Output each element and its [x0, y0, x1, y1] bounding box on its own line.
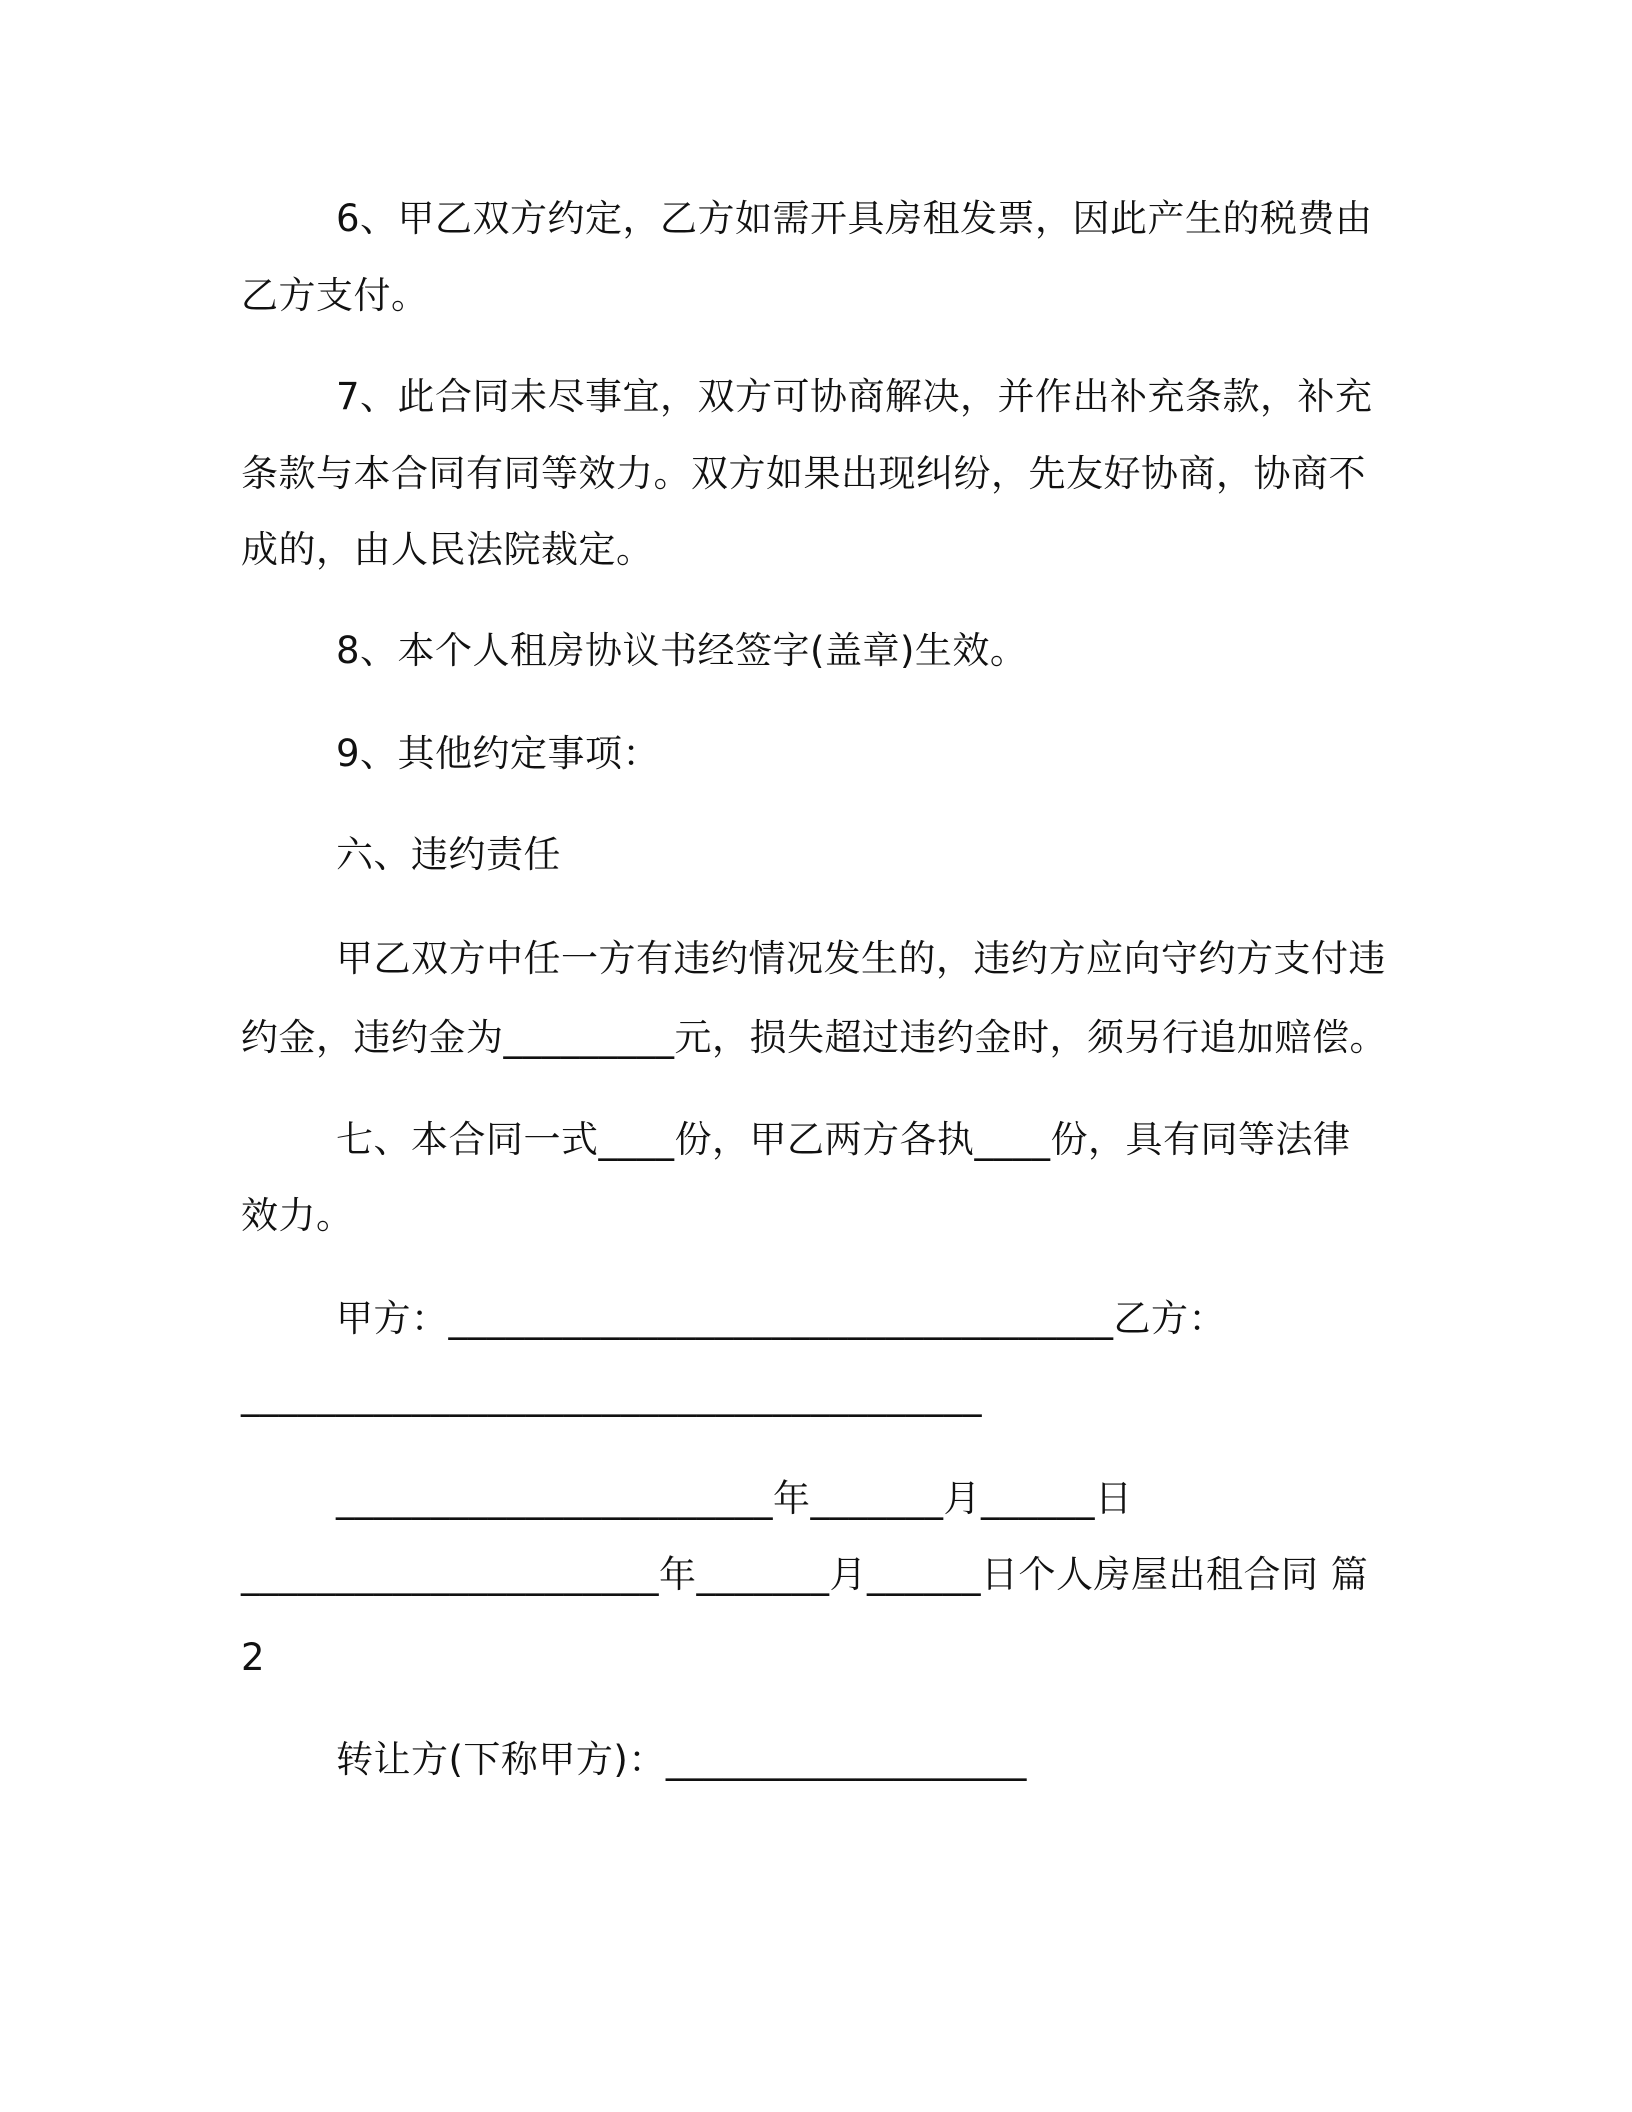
date-line-2: ______________________年_______月______日个人房屋出租合同 篇 — [241, 1553, 1369, 1596]
clause-6-line-2: 乙方支付。 — [241, 274, 429, 317]
breach-line-1: 甲乙双方中任一方有违约情况发生的，违约方应向守约方支付违 — [336, 937, 1386, 980]
section-seven-line-2: 效力。 — [241, 1194, 354, 1237]
section-number-line: 2 — [241, 1636, 266, 1679]
clause-6-line-1: 6、甲乙双方约定，乙方如需开具房租发票，因此产生的税费由 — [336, 197, 1373, 240]
party-b-blank-line: _______________________________________ — [241, 1374, 982, 1417]
section-seven-line-1: 七、本合同一式____份，甲乙两方各执____份，具有同等法律 — [336, 1118, 1351, 1161]
transferor-line: 转让方(下称甲方)：___________________ — [336, 1738, 1027, 1781]
clause-7-line-1: 7、此合同未尽事宜，双方可协商解决，并作出补充条款，补充 — [336, 375, 1373, 418]
clause-7-line-2: 条款与本合同有同等效力。双方如果出现纠纷，先友好协商，协商不 — [241, 452, 1366, 495]
breach-line-2: 约金，违约金为_________元，损失超过违约金时，须另行追加赔偿。 — [241, 1016, 1387, 1059]
clause-9-line: 9、其他约定事项： — [336, 732, 661, 775]
party-signature-line: 甲方：___________________________________乙方： — [336, 1297, 1226, 1340]
section-six-heading: 六、违约责任 — [336, 833, 561, 876]
clause-7-line-3: 成的，由人民法院裁定。 — [241, 528, 654, 571]
date-line-1: _______________________年_______月______日 — [336, 1477, 1133, 1520]
clause-8-line: 8、本个人租房协议书经签字(盖章)生效。 — [336, 629, 1028, 672]
